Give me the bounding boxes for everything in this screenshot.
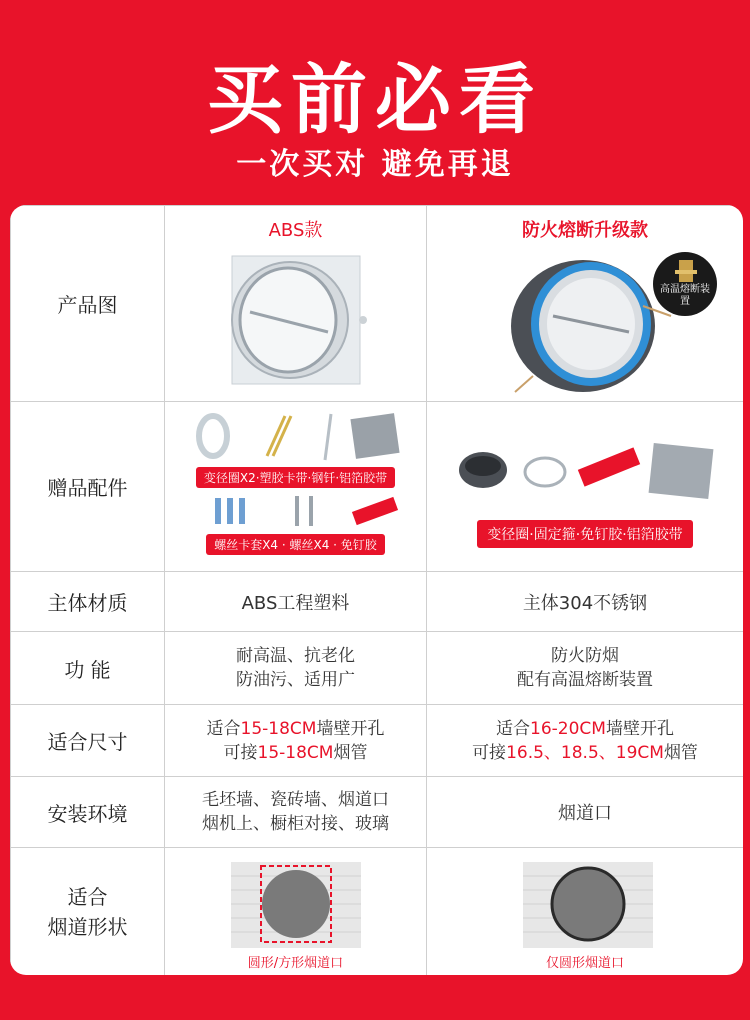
fireproof-accessories-image (455, 436, 715, 506)
abs-accessories-tag-1: 变径圈X2·塑胶卡带·钢钎·铝箔胶带 (196, 467, 395, 488)
column-title-fireproof: 防火熔断升级款 (522, 220, 648, 241)
row-label-install: 安装环境 (11, 777, 165, 848)
row-label-function: 功 能 (11, 632, 165, 705)
abs-size-l1-post: 墙壁开孔 (316, 718, 385, 739)
abs-function-line-1: 耐高温、抗老化 (236, 646, 355, 666)
header (0, 0, 750, 205)
abs-install-line-1: 毛坯墙、瓷砖墙、烟道口 (202, 790, 389, 810)
row-label-image: 产品图 (11, 206, 165, 402)
fireproof-valve-image (493, 246, 673, 396)
fireproof-function-line-1: 防火防烟 (551, 646, 619, 666)
row-label-accessories: 赠品配件 (11, 402, 165, 572)
fireproof-function-line-2: 配有高温熔断装置 (517, 670, 653, 690)
round-flue-caption: 仅圆形烟道口 (545, 956, 624, 971)
table-row-install (11, 777, 744, 848)
abs-install (165, 777, 427, 848)
table-row-function (11, 632, 744, 705)
row-label-size: 适合尺寸 (11, 705, 165, 777)
fuse-badge-text: 高温熔断装置 (660, 284, 710, 307)
column-title-abs: ABS款 (268, 220, 323, 241)
fireproof-material: 主体304不锈钢 (427, 572, 744, 632)
abs-shape-cell (165, 848, 427, 976)
fireproof-accessories-cell (427, 402, 744, 572)
fireproof-shape-cell (427, 848, 744, 976)
fireproof-size-line-1 (427, 717, 743, 741)
abs-install-line-2: 烟机上、橱柜对接、玻璃 (202, 814, 389, 834)
abs-material: ABS工程塑料 (165, 572, 427, 632)
table-row-accessories (11, 402, 744, 572)
fireproof-image-cell (427, 206, 744, 402)
fireproof-size-l2-pre: 可接 (472, 742, 507, 763)
comparison-table (10, 205, 743, 975)
abs-image-cell (165, 206, 427, 402)
table-row-image (11, 206, 744, 402)
fireproof-install: 烟道口 (427, 777, 744, 848)
abs-size-l2-value: 15-18CM (257, 742, 334, 763)
abs-function (165, 632, 427, 705)
abs-function-line-2: 防油污、适用广 (236, 670, 355, 690)
fireproof-size-line-2 (427, 741, 743, 765)
abs-size-l2-post: 烟管 (333, 742, 368, 763)
abs-size-l1-value: 15-18CM (240, 718, 317, 739)
page-title: 买前必看 (207, 55, 543, 144)
table-row-material (11, 572, 744, 632)
fireproof-function (427, 632, 744, 705)
fireproof-accessories-tag: 变径圈·固定箍·免钉胶·铝箔胶带 (477, 520, 692, 548)
fireproof-size-l1-post: 墙壁开孔 (605, 718, 674, 739)
comparison-card (10, 205, 743, 975)
fireproof-size (427, 705, 744, 777)
abs-size-line-2 (165, 741, 426, 765)
abs-size-l1-pre: 适合 (206, 718, 241, 739)
abs-size-line-1 (165, 717, 426, 741)
abs-accessories-tag-2: 螺丝卡套X4 · 螺丝X4 · 免钉胶 (206, 534, 385, 555)
fireproof-size-l2-post: 烟管 (663, 742, 698, 763)
abs-size-l2-pre: 可接 (223, 742, 258, 763)
abs-valve-image (220, 250, 370, 390)
abs-accessories-top-image (185, 406, 405, 466)
table-row-shape (11, 848, 744, 976)
abs-accessories-bottom-image (185, 490, 405, 530)
fireproof-size-l1-pre: 适合 (496, 718, 531, 739)
abs-size (165, 705, 427, 777)
fireproof-size-l2-value: 16.5、18.5、19CM (506, 742, 664, 763)
table-row-size (11, 705, 744, 777)
round-square-flue-caption: 圆形/方形烟道口 (247, 956, 344, 971)
round-square-flue-image (231, 862, 361, 948)
row-label-material: 主体材质 (11, 572, 165, 632)
fireproof-size-l1-value: 16-20CM (530, 718, 606, 739)
abs-accessories-cell (165, 402, 427, 572)
round-flue-image (523, 862, 653, 948)
row-label-shape-line-1: 适合 (67, 884, 108, 909)
row-label-shape (11, 848, 165, 976)
page-subtitle: 一次买对 避免再退 (236, 147, 514, 182)
fuse-badge (653, 252, 717, 316)
row-label-shape-line-2: 烟道形状 (47, 914, 128, 939)
